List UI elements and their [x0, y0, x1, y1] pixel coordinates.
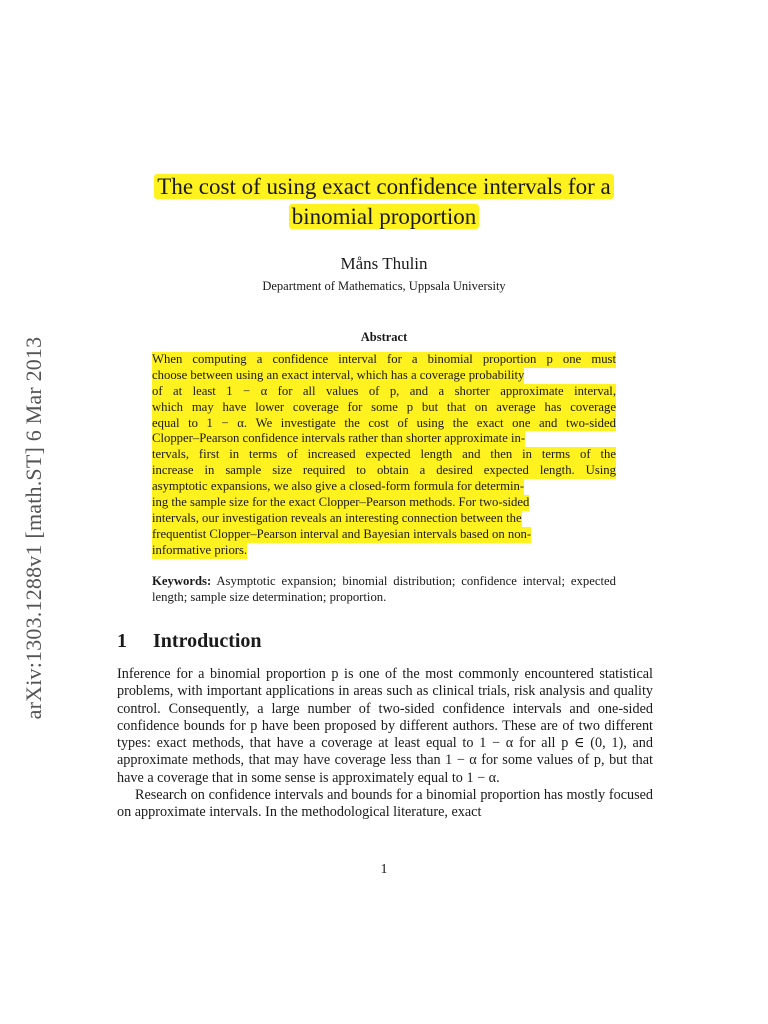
- abstract-line: tervals, first in terms of increased expected length and then in terms of the: [152, 447, 616, 462]
- section-heading: [117, 630, 262, 653]
- author-affiliation: Department of Mathematics, Uppsala University: [262, 279, 506, 293]
- abstract-line: ing the sample size for the exact Clopper–Pearson methods. For two-sided: [152, 495, 530, 510]
- abstract-line: equal to 1 − α. We investigate the cost of using the exact one and two-sided: [152, 415, 616, 430]
- abstract-line: choose between using an exact interval, which has a coverage probability: [152, 367, 525, 382]
- section-number: 1: [117, 630, 127, 652]
- abstract-line: asymptotic expansions, we also give a closed-form formula for determin-: [152, 479, 525, 494]
- section-title: Introduction: [153, 630, 262, 652]
- abstract-heading: Abstract: [360, 330, 408, 344]
- abstract-line: of at least 1 − α for all values of p, and a shorter approximate interval,: [152, 383, 616, 398]
- paper-title: [100, 172, 668, 232]
- abstract-line: frequentist Clopper–Pearson interval and Bayesian intervals based on non-: [152, 526, 532, 541]
- abstract-line: When computing a confidence interval for a binomial proportion p one must: [152, 352, 616, 366]
- arxiv-margin-identifier: arXiv:1303.1288v1 [math.ST] 6 Mar 2013: [21, 336, 46, 720]
- abstract-line: Clopper–Pearson confidence intervals rather than shorter approximate in-: [152, 431, 526, 446]
- abstract-line: increase in sample size required to obtain a desired expected length. Using: [152, 463, 616, 478]
- body-paragraph: Inference for a binomial proportion p is one of the most commonly encountered statistical problems, with important applications in areas such as clinical trials, risk analysis and quality control. Consequently, a large number of two-sided confidence intervals and one-sided confidence bounds for p have been proposed by different authors. These are of two different types: exact methods, that have a coverage at least equal to 1 − α for all p ∈ (0, 1), and approximate methods, that may have coverage less than 1 − α for some values of p, but that have a coverage that in some sense is approximately equal to 1 − α.: [117, 666, 653, 786]
- abstract-line: intervals, our investigation reveals an interesting connection between the: [152, 510, 522, 525]
- title-line: binomial proportion: [289, 204, 480, 229]
- keywords-text: Asymptotic expansion; binomial distribution; confidence interval; expected length; sample size determination; proportion.: [152, 574, 616, 604]
- page-number: 1: [380, 862, 388, 877]
- author-name: Måns Thulin: [340, 254, 428, 273]
- keywords: [152, 573, 616, 605]
- title-line: The cost of using exact confidence intervals for a: [154, 174, 613, 199]
- body-paragraph: Research on confidence intervals and bounds for a binomial proportion has mostly focused on approximate intervals. In the methodological literature, exact: [117, 787, 653, 821]
- keywords-label: Keywords:: [152, 574, 212, 588]
- abstract-line: which may have lower coverage for some p but that on average has coverage: [152, 399, 616, 414]
- section-body: [117, 666, 653, 822]
- abstract-line: informative priors.: [152, 542, 248, 557]
- abstract-text: [152, 352, 616, 559]
